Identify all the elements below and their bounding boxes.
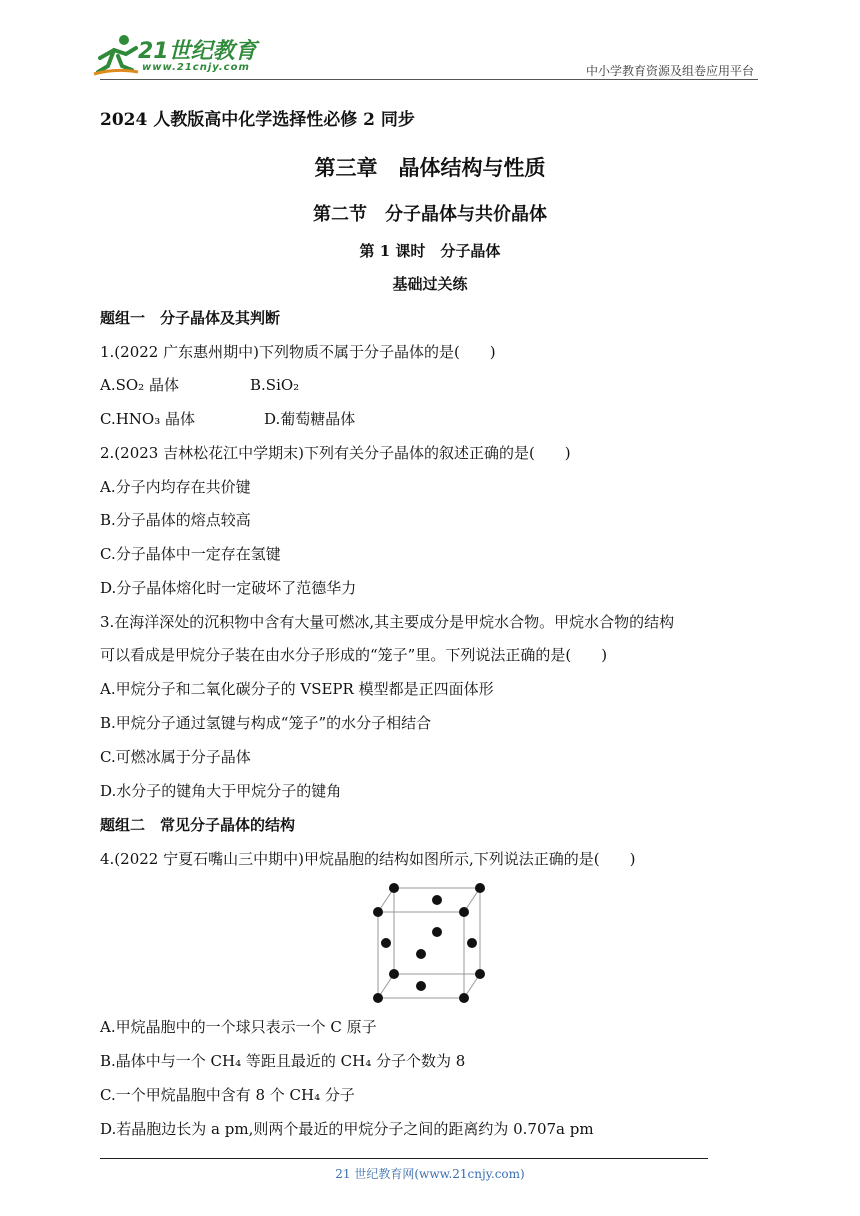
chapter-title: 第三章 晶体结构与性质 bbox=[314, 155, 546, 180]
question-2-option-c: C.分子晶体中一定存在氢键 bbox=[100, 545, 281, 563]
face-center-atom bbox=[432, 927, 442, 937]
face-center-atom bbox=[467, 938, 477, 948]
corner-atom bbox=[459, 907, 469, 917]
logo-url-text: www.21cnjy.com bbox=[142, 62, 250, 73]
footer-text: 21 世纪教育网(www.21cnjy.com) bbox=[335, 1167, 525, 1181]
corner-atom bbox=[373, 993, 383, 1003]
lesson-title: 第 1 课时 分子晶体 bbox=[359, 242, 501, 260]
question-2-option-a: A.分子内均存在共价键 bbox=[100, 478, 251, 496]
header-divider bbox=[100, 79, 758, 80]
question-1-option-a: A.SO₂ 晶体 bbox=[100, 376, 179, 394]
question-3-option-d: D.水分子的键角大于甲烷分子的键角 bbox=[100, 782, 342, 800]
group-heading-2: 题组二 常见分子晶体的结构 bbox=[100, 816, 296, 834]
methane-unit-cell-figure bbox=[370, 880, 490, 1005]
question-4-option-a: A.甲烷晶胞中的一个球只表示一个 C 原子 bbox=[100, 1018, 377, 1036]
question-2-option-d: D.分子晶体熔化时一定破坏了范德华力 bbox=[100, 579, 357, 597]
question-3-option-b: B.甲烷分子通过氢键与构成“笼子”的水分子相结合 bbox=[100, 714, 432, 732]
corner-atom bbox=[373, 907, 383, 917]
header-tagline: 中小学教育资源及组卷应用平台 bbox=[585, 64, 754, 78]
site-logo bbox=[92, 32, 262, 80]
document-title: 2024 人教版高中化学选择性必修 2 同步 bbox=[100, 110, 415, 130]
question-3-stem-line-2: 可以看成是甲烷分子装在由水分子形成的“笼子”里。下列说法正确的是( ) bbox=[100, 646, 608, 664]
question-4-option-c: C.一个甲烷晶胞中含有 8 个 CH₄ 分子 bbox=[100, 1086, 355, 1104]
question-4-option-d: D.若晶胞边长为 a pm,则两个最近的甲烷分子之间的距离约为 0.707a pm bbox=[100, 1120, 594, 1138]
face-center-atom bbox=[416, 949, 426, 959]
question-4-stem: 4.(2022 宁夏石嘴山三中期中)甲烷晶胞的结构如图所示,下列说法正确的是( ) bbox=[100, 850, 636, 868]
face-center-atom bbox=[432, 895, 442, 905]
question-3-stem-line-1: 3.在海洋深处的沉积物中含有大量可燃冰,其主要成分是甲烷水合物。甲烷水合物的结构 bbox=[100, 613, 675, 631]
section-title: 第二节 分子晶体与共价晶体 bbox=[313, 204, 547, 225]
question-3-option-c: C.可燃冰属于分子晶体 bbox=[100, 748, 251, 766]
face-center-atom bbox=[381, 938, 391, 948]
question-1-stem: 1.(2022 广东惠州期中)下列物质不属于分子晶体的是( ) bbox=[100, 343, 496, 361]
question-1-option-d: D.葡萄糖晶体 bbox=[264, 410, 356, 428]
question-2-option-b: B.分子晶体的熔点较高 bbox=[100, 511, 251, 529]
question-4-option-b: B.晶体中与一个 CH₄ 等距且最近的 CH₄ 分子个数为 8 bbox=[100, 1052, 466, 1070]
corner-atom bbox=[475, 883, 485, 893]
corner-atom bbox=[459, 993, 469, 1003]
corner-atom bbox=[475, 969, 485, 979]
question-1-option-b: B.SiO₂ bbox=[250, 376, 300, 394]
face-center-atom bbox=[416, 981, 426, 991]
logo-brand-text: 21世纪教育 bbox=[138, 39, 257, 64]
corner-atom bbox=[389, 883, 399, 893]
practice-title: 基础过关练 bbox=[392, 275, 468, 293]
footer-divider bbox=[100, 1158, 708, 1159]
question-2-stem: 2.(2023 吉林松花江中学期末)下列有关分子晶体的叙述正确的是( ) bbox=[100, 444, 571, 462]
corner-atom bbox=[389, 969, 399, 979]
group-heading-1: 题组一 分子晶体及其判断 bbox=[100, 309, 281, 327]
question-1-option-c: C.HNO₃ 晶体 bbox=[100, 410, 195, 428]
runner-logo-icon bbox=[92, 32, 140, 78]
question-3-option-a: A.甲烷分子和二氧化碳分子的 VSEPR 模型都是正四面体形 bbox=[100, 680, 494, 698]
